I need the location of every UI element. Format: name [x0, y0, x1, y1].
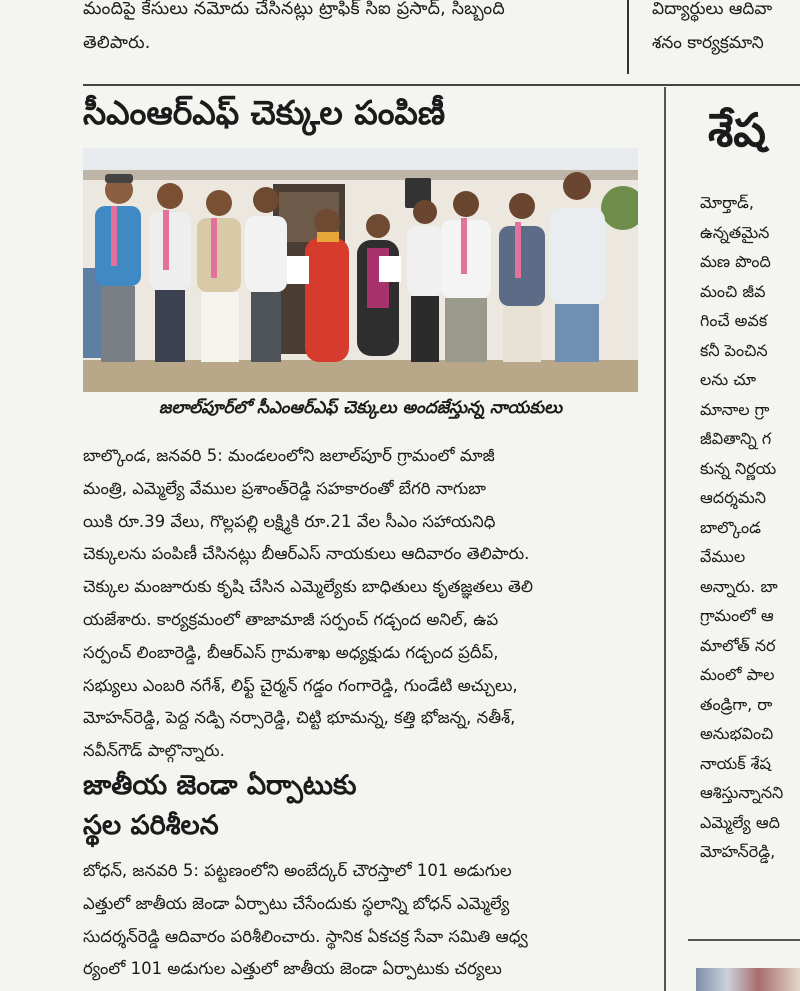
article-line: మానాల గ్రా — [700, 399, 770, 419]
article-body — [83, 440, 638, 768]
article-line: మంత్రి, ఎమ్మెల్యే వేముల ప్రశాంత్‌రెడ్డి సహకారంతో బేగరి నాగుబా — [83, 478, 486, 498]
article-line: బాల్కొండ, జనవరి 5: మండలంలోని జలాల్‌పూర్ గ్రామంలో మాజీ — [83, 446, 495, 465]
photo-caption: జలాల్‌పూర్‌లో సీఎంఆర్ఎఫ్ చెక్కులు అందజేస్తున్న నాయకులు — [158, 398, 563, 418]
article-line: నాయక్ శేష — [700, 753, 771, 773]
article-line: బాల్కొండ — [700, 517, 761, 537]
article-line: మోహన్‌రెడ్డి, — [700, 842, 776, 861]
column-divider — [664, 87, 666, 991]
article-line: ఆదర్శమని — [700, 488, 766, 507]
article-line: కున్న నిర్ణయ — [700, 458, 777, 478]
adjacent-article-tail — [652, 0, 800, 60]
article-line: కనీ పెంచిన — [700, 340, 768, 360]
article-line: యజేశారు. కార్యక్రమంలో తాజామాజీ సర్పంచ్ గడ్చంద అనిల్, ఉప — [83, 609, 499, 629]
article-line: చెక్కుల మంజూరుకు కృషి చేసిన ఎమ్మెల్యేకు బాధితులు కృతజ్ఞతలు తెలి — [83, 577, 533, 597]
article-line: మంలో పాల — [700, 665, 775, 684]
article-body — [700, 188, 800, 867]
article-line: వేముల — [700, 547, 746, 566]
article-headline: శేష — [708, 103, 767, 157]
section-divider — [688, 939, 800, 941]
previous-article-line: మందిపై కేసులు నమోదు చేసినట్లు ట్రాఫిక్ సిఐ ప్రసాద్, సిబ్బంది — [83, 0, 505, 19]
article-line: మాలోత్ నర — [700, 635, 776, 655]
article-line: మణ పొంది — [700, 252, 771, 271]
article-line: ఎత్తులో జాతీయ జెండా ఏర్పాటు చేసేందుకు స్థలాన్ని బోధన్ ఎమ్మెల్యే — [83, 893, 510, 913]
adjacent-article-line: విద్యార్థులు ఆదివా — [652, 0, 773, 19]
adjacent-article-line: శనం కార్యక్రమాని — [652, 33, 764, 53]
article-body — [83, 855, 638, 986]
previous-article-line: తెలిపారు. — [83, 33, 151, 53]
article-line: అనుభవించి — [700, 724, 774, 743]
article-line: నవీన్‌గౌడ్ పాల్గొన్నారు. — [83, 741, 225, 761]
article-line: ఎమ్మెల్యే ఆది — [700, 812, 780, 832]
article-line: చెక్కులను పంపిణీ చేసినట్లు బీఆర్ఎస్ నాయకులు ఆదివారం తెలిపారు. — [83, 544, 530, 564]
article-line: జీవితాన్ని గ — [700, 429, 772, 448]
article-headline — [83, 766, 638, 846]
news-photo — [83, 148, 638, 392]
article-line: సభ్యులు ఎంబరి నగేశ్, లిఫ్ట్ చైర్మన్ గడ్డం గంగారెడ్డి, గుండేటి అచ్చులు, — [83, 675, 518, 695]
article-line: మంచి జీవ — [700, 281, 766, 301]
article-line: మోర్తాడ్, — [700, 193, 754, 212]
article-line: బోధన్, జనవరి 5: పట్టణంలోని అంబేద్కర్ చౌరస్తాలో 101 అడుగుల — [83, 861, 512, 880]
article-line: తండ్రిగా, రా — [700, 694, 773, 714]
article-line: సుదర్శన్‌రెడ్డి ఆదివారం పరిశీలించారు. స్థానిక ఏకచక్ర సేవా సమితి ఆధ్వ — [83, 926, 528, 946]
article-headline: సీఎంఆర్ఎఫ్ చెక్కుల పంపిణీ — [83, 93, 446, 132]
group-photo-illustration — [83, 148, 638, 392]
article-line: గ్రామంలో ఆ — [700, 606, 774, 625]
headline-line: స్థల పరిశీలన — [83, 810, 219, 841]
article-line: లను చూ — [700, 370, 757, 389]
article-line: సర్పంచ్ లింబారెడ్డి, బీఆర్ఎస్ గ్రామశాఖ అధ్యక్షుడు గడ్చంద ప్రదీప్, — [83, 642, 499, 662]
article-line: మోహన్‌రెడ్డి, పెద్ద నడ్పి నర్సారెడ్డి, చిట్టి భూమన్న, కత్తి భోజన్న, నతీశ్, — [83, 708, 516, 728]
section-divider — [83, 84, 800, 86]
previous-article-tail — [83, 0, 618, 60]
column-divider — [627, 0, 629, 74]
headline-line: జాతీయ జెండా ఏర్పాటుకు — [83, 770, 357, 801]
article-line: ర్యంలో 101 అడుగుల ఎత్తులో జాతీయ జెండా ఏర్పాటుకు చర్యలు — [83, 959, 502, 979]
article-line: ఆశిస్తున్నానని — [700, 783, 784, 802]
article-line: గించే అవక — [700, 311, 768, 330]
article-line: అన్నారు. బా — [700, 576, 778, 596]
article-line: ఉన్నతమైన — [700, 222, 770, 242]
news-photo-cropped — [696, 968, 800, 991]
article-line: యికి రూ.39 వేలు, గొల్లపల్లి లక్ష్మికి రూ.21 వేల సీఎం సహాయనిధి — [83, 511, 496, 531]
